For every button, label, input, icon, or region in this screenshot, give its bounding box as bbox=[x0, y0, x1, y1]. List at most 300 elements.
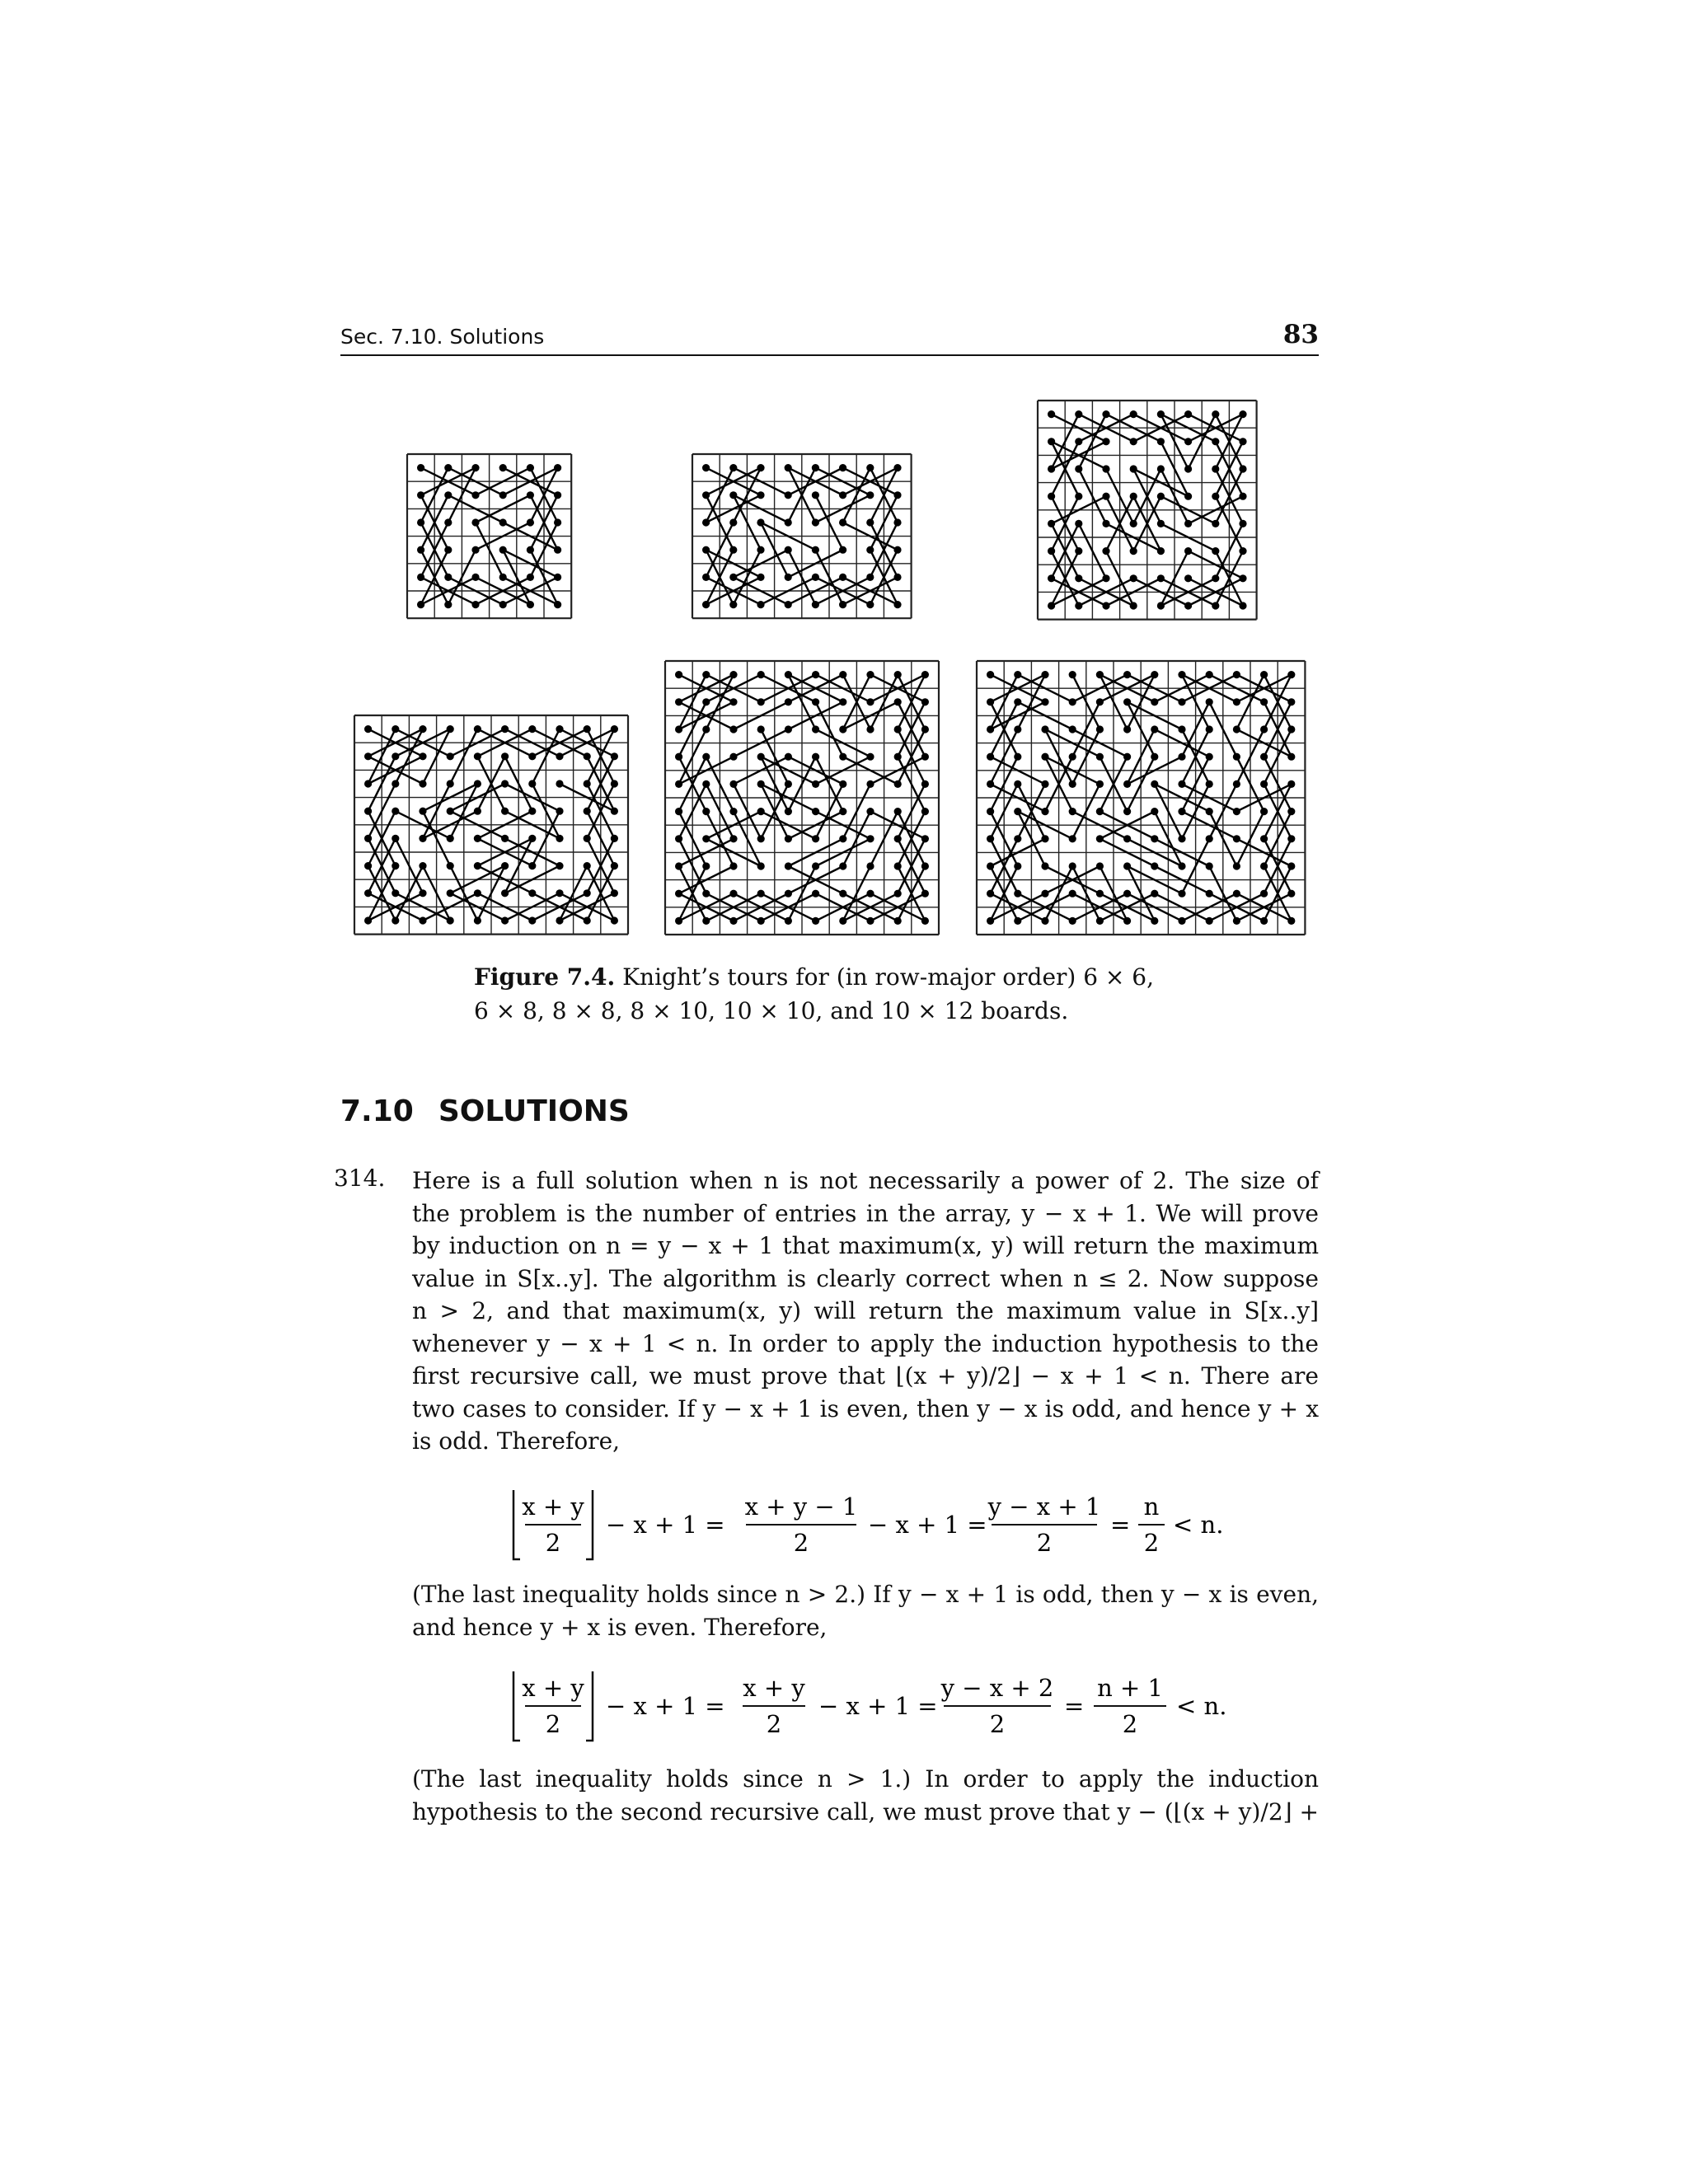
square-dot bbox=[1069, 862, 1076, 869]
square-dot bbox=[1178, 862, 1185, 869]
square-dot bbox=[1184, 438, 1192, 445]
square-dot bbox=[1184, 547, 1192, 555]
square-dot bbox=[1151, 698, 1158, 705]
square-dot bbox=[1151, 671, 1158, 678]
square-dot bbox=[1233, 753, 1240, 761]
square-dot bbox=[1130, 410, 1137, 418]
text-line: n > 2, and that maximum(x, y) will return the maximum value in S[x..y] bbox=[412, 1297, 1319, 1324]
square-dot bbox=[1157, 602, 1165, 609]
square-dot bbox=[812, 601, 819, 608]
square-dot bbox=[893, 601, 901, 608]
square-dot bbox=[1239, 438, 1246, 445]
square-dot bbox=[471, 464, 479, 471]
square-dot bbox=[419, 780, 426, 787]
square-dot bbox=[1157, 410, 1165, 418]
square-dot bbox=[447, 725, 454, 733]
square-dot bbox=[894, 780, 902, 788]
square-dot bbox=[392, 725, 399, 733]
square-dot bbox=[839, 725, 846, 733]
text-line: two cases to consider. If y − x + 1 is even, then y − x is odd, and hence y + x bbox=[412, 1394, 1319, 1422]
square-dot bbox=[1102, 574, 1109, 582]
square-dot bbox=[528, 780, 536, 787]
square-dot bbox=[866, 917, 874, 925]
square-dot bbox=[987, 753, 994, 761]
square-dot bbox=[1233, 698, 1240, 705]
square-dot bbox=[1239, 574, 1246, 582]
square-dot bbox=[499, 464, 507, 471]
paragraph-2 bbox=[412, 1578, 1319, 1643]
square-dot bbox=[812, 491, 819, 499]
square-dot bbox=[501, 780, 509, 787]
square-dot bbox=[1157, 465, 1165, 472]
square-dot bbox=[785, 464, 792, 471]
square-dot bbox=[1041, 780, 1048, 788]
square-dot bbox=[893, 546, 901, 554]
paragraph-1 bbox=[412, 1165, 1319, 1458]
eq1-term-2: − x + 1 = bbox=[868, 1511, 987, 1539]
square-dot bbox=[921, 725, 929, 733]
square-dot bbox=[364, 780, 372, 787]
text-line: the problem is the number of entries in the array, y − x + 1. We will prove bbox=[412, 1199, 1319, 1227]
square-dot bbox=[921, 917, 929, 925]
square-dot bbox=[1239, 465, 1246, 472]
square-dot bbox=[1123, 917, 1131, 925]
square-dot bbox=[417, 491, 424, 499]
square-dot bbox=[1287, 671, 1295, 678]
square-dot bbox=[1287, 725, 1295, 733]
square-dot bbox=[471, 546, 479, 554]
square-dot bbox=[419, 752, 426, 760]
square-dot bbox=[528, 916, 536, 924]
square-dot bbox=[1233, 725, 1240, 733]
square-dot bbox=[1014, 808, 1021, 815]
square-dot bbox=[584, 835, 591, 842]
square-dot bbox=[729, 917, 737, 925]
square-dot bbox=[1178, 671, 1185, 678]
square-dot bbox=[1260, 835, 1268, 842]
square-dot bbox=[1014, 753, 1021, 761]
square-dot bbox=[444, 574, 452, 581]
eq2-floor-numerator: x + y bbox=[522, 1674, 584, 1702]
square-dot bbox=[866, 698, 874, 705]
square-dot bbox=[584, 916, 591, 924]
square-dot bbox=[675, 753, 682, 761]
square-dot bbox=[1069, 698, 1076, 705]
square-dot bbox=[364, 835, 372, 842]
square-dot bbox=[729, 698, 737, 705]
eq2-frac4-denominator: 2 bbox=[1122, 1710, 1138, 1738]
knight-tour-board-8x10 bbox=[353, 714, 630, 936]
square-dot bbox=[702, 518, 710, 526]
square-dot bbox=[471, 601, 479, 608]
square-dot bbox=[702, 601, 710, 608]
square-dot bbox=[839, 546, 846, 554]
square-dot bbox=[893, 491, 901, 499]
knight-tour-board-6x8 bbox=[691, 452, 913, 620]
square-dot bbox=[1287, 753, 1295, 761]
square-dot bbox=[757, 917, 765, 925]
square-dot bbox=[1069, 780, 1076, 788]
square-dot bbox=[444, 464, 452, 471]
square-dot bbox=[1239, 547, 1246, 555]
square-dot bbox=[1075, 574, 1082, 582]
square-dot bbox=[1096, 862, 1104, 869]
square-dot bbox=[702, 464, 710, 471]
square-dot bbox=[417, 518, 424, 526]
square-dot bbox=[1287, 890, 1295, 898]
square-dot bbox=[1041, 835, 1048, 842]
square-dot bbox=[527, 491, 534, 499]
square-dot bbox=[785, 518, 792, 526]
square-dot bbox=[757, 780, 765, 788]
board-svg bbox=[353, 714, 630, 936]
square-dot bbox=[501, 862, 509, 869]
square-dot bbox=[1096, 808, 1104, 815]
square-dot bbox=[921, 753, 929, 761]
square-dot bbox=[584, 808, 591, 815]
square-dot bbox=[419, 862, 426, 869]
square-dot bbox=[757, 518, 764, 526]
square-dot bbox=[812, 753, 819, 761]
caption-line-1: Knight’s tours for (in row-major order) 6 × 6, bbox=[615, 963, 1155, 991]
square-dot bbox=[556, 725, 563, 733]
square-dot bbox=[1206, 890, 1213, 898]
square-dot bbox=[729, 601, 737, 608]
square-dot bbox=[1239, 520, 1246, 527]
square-dot bbox=[1239, 602, 1246, 609]
text-line: value in S[x..y]. The algorithm is clearly correct when n ≤ 2. Now suppose bbox=[412, 1264, 1319, 1292]
eq1-floor-denominator: 2 bbox=[545, 1529, 561, 1557]
text-line: (The last inequality holds since n > 1.) In order to apply the induction bbox=[412, 1765, 1319, 1793]
square-dot bbox=[1102, 410, 1109, 418]
square-dot bbox=[528, 835, 536, 842]
square-dot bbox=[1096, 890, 1104, 898]
square-dot bbox=[894, 835, 902, 842]
square-dot bbox=[1260, 698, 1268, 705]
text-line: is odd. Therefore, bbox=[412, 1427, 621, 1455]
square-dot bbox=[785, 808, 792, 815]
square-dot bbox=[447, 808, 454, 815]
square-dot bbox=[474, 725, 481, 733]
square-dot bbox=[1123, 753, 1131, 761]
square-dot bbox=[1130, 574, 1137, 582]
square-dot bbox=[1178, 808, 1185, 815]
square-dot bbox=[987, 917, 994, 925]
square-dot bbox=[1157, 547, 1165, 555]
square-dot bbox=[556, 752, 563, 760]
square-dot bbox=[839, 491, 846, 499]
square-dot bbox=[702, 698, 710, 705]
square-dot bbox=[702, 808, 710, 815]
square-dot bbox=[1130, 520, 1137, 527]
text-line: and hence y + x is even. Therefore, bbox=[412, 1613, 828, 1641]
knight-tour-board-6x6 bbox=[406, 452, 573, 620]
header-rule bbox=[340, 354, 1319, 356]
square-dot bbox=[812, 518, 819, 526]
square-dot bbox=[1206, 917, 1213, 925]
section-title: SOLUTIONS bbox=[438, 1094, 630, 1128]
square-dot bbox=[1041, 753, 1048, 761]
square-dot bbox=[444, 491, 452, 499]
square-dot bbox=[419, 835, 426, 842]
square-dot bbox=[1239, 410, 1246, 418]
square-dot bbox=[554, 601, 561, 608]
square-dot bbox=[785, 753, 792, 761]
square-dot bbox=[1069, 808, 1076, 815]
section-heading bbox=[340, 1094, 630, 1128]
equation-2 bbox=[507, 1665, 1249, 1747]
eq2-frac2-denominator: 2 bbox=[766, 1710, 782, 1738]
eq1-term-4: < n. bbox=[1173, 1511, 1224, 1539]
square-dot bbox=[987, 671, 994, 678]
square-dot bbox=[1206, 862, 1213, 869]
square-dot bbox=[987, 725, 994, 733]
square-dot bbox=[757, 698, 765, 705]
running-header bbox=[340, 321, 1319, 354]
square-dot bbox=[839, 780, 846, 788]
square-dot bbox=[812, 574, 819, 581]
square-dot bbox=[1260, 725, 1268, 733]
square-dot bbox=[554, 546, 561, 554]
square-dot bbox=[392, 889, 399, 897]
square-dot bbox=[1014, 917, 1021, 925]
square-dot bbox=[866, 574, 874, 581]
square-dot bbox=[812, 671, 819, 678]
paragraph-3 bbox=[412, 1763, 1319, 1828]
square-dot bbox=[729, 464, 737, 471]
square-dot bbox=[894, 671, 902, 678]
square-dot bbox=[527, 574, 534, 581]
eq2-frac2-numerator: x + y bbox=[743, 1674, 805, 1702]
square-dot bbox=[1239, 493, 1246, 500]
square-dot bbox=[1069, 725, 1076, 733]
square-dot bbox=[729, 671, 737, 678]
square-dot bbox=[785, 917, 792, 925]
square-dot bbox=[474, 808, 481, 815]
square-dot bbox=[1130, 465, 1137, 472]
square-dot bbox=[921, 890, 929, 898]
square-dot bbox=[839, 518, 846, 526]
eq1-frac2-numerator: x + y − 1 bbox=[744, 1493, 858, 1521]
square-dot bbox=[392, 780, 399, 787]
square-dot bbox=[812, 698, 819, 705]
square-dot bbox=[444, 518, 452, 526]
square-dot bbox=[1212, 547, 1219, 555]
square-dot bbox=[1212, 493, 1219, 500]
square-dot bbox=[1096, 671, 1104, 678]
square-dot bbox=[1075, 410, 1082, 418]
square-dot bbox=[866, 753, 874, 761]
square-dot bbox=[501, 916, 509, 924]
square-dot bbox=[1233, 862, 1240, 869]
square-dot bbox=[729, 780, 737, 788]
square-dot bbox=[812, 546, 819, 554]
square-dot bbox=[1233, 671, 1240, 678]
square-dot bbox=[1048, 547, 1055, 555]
square-dot bbox=[1069, 835, 1076, 842]
square-dot bbox=[554, 574, 561, 581]
square-dot bbox=[1206, 780, 1213, 788]
square-dot bbox=[1014, 890, 1021, 898]
square-dot bbox=[1041, 862, 1048, 869]
square-dot bbox=[611, 780, 618, 787]
square-dot bbox=[392, 808, 399, 815]
eq2-term-3: = bbox=[1064, 1692, 1085, 1720]
square-dot bbox=[611, 725, 618, 733]
square-dot bbox=[1233, 890, 1240, 898]
text-line: hypothesis to the second recursive call, we must prove that y − (⌊(x + y)/2⌋ + bbox=[412, 1797, 1319, 1825]
square-dot bbox=[812, 808, 819, 815]
square-dot bbox=[1151, 890, 1158, 898]
square-dot bbox=[1075, 547, 1082, 555]
eq1-term-1: − x + 1 = bbox=[606, 1511, 725, 1539]
square-dot bbox=[1157, 574, 1165, 582]
square-dot bbox=[1123, 808, 1131, 815]
square-dot bbox=[702, 753, 710, 761]
square-dot bbox=[921, 808, 929, 815]
square-dot bbox=[471, 518, 479, 526]
problem-number: 314. bbox=[334, 1165, 386, 1192]
square-dot bbox=[757, 890, 765, 898]
square-dot bbox=[1014, 725, 1021, 733]
square-dot bbox=[757, 464, 764, 471]
square-dot bbox=[785, 671, 792, 678]
square-dot bbox=[474, 916, 481, 924]
square-dot bbox=[921, 698, 929, 705]
eq2-term-1: − x + 1 = bbox=[606, 1692, 725, 1720]
square-dot bbox=[757, 725, 765, 733]
square-dot bbox=[1048, 520, 1055, 527]
square-dot bbox=[1123, 835, 1131, 842]
square-dot bbox=[364, 808, 372, 815]
square-dot bbox=[1014, 862, 1021, 869]
square-dot bbox=[987, 862, 994, 869]
square-dot bbox=[839, 862, 846, 869]
square-dot bbox=[1096, 780, 1104, 788]
square-dot bbox=[987, 698, 994, 705]
square-dot bbox=[702, 917, 710, 925]
square-dot bbox=[501, 835, 509, 842]
square-dot bbox=[501, 808, 509, 815]
square-dot bbox=[1102, 465, 1109, 472]
square-dot bbox=[1260, 808, 1268, 815]
square-dot bbox=[1178, 698, 1185, 705]
square-dot bbox=[419, 808, 426, 815]
square-dot bbox=[812, 725, 819, 733]
square-dot bbox=[812, 835, 819, 842]
square-dot bbox=[893, 464, 901, 471]
square-dot bbox=[839, 917, 846, 925]
equation-2-svg bbox=[507, 1665, 1249, 1747]
square-dot bbox=[1287, 835, 1295, 842]
square-dot bbox=[702, 574, 710, 581]
square-dot bbox=[364, 916, 372, 924]
square-dot bbox=[729, 491, 737, 499]
square-dot bbox=[785, 780, 792, 788]
square-dot bbox=[729, 862, 737, 869]
square-dot bbox=[1212, 574, 1219, 582]
square-dot bbox=[556, 835, 563, 842]
square-dot bbox=[757, 491, 764, 499]
square-dot bbox=[675, 808, 682, 815]
square-dot bbox=[894, 698, 902, 705]
text-line: (The last inequality holds since n > 2.) If y − x + 1 is odd, then y − x is even, bbox=[412, 1581, 1319, 1608]
square-dot bbox=[866, 862, 874, 869]
square-dot bbox=[729, 890, 737, 898]
square-dot bbox=[1014, 835, 1021, 842]
square-dot bbox=[528, 808, 536, 815]
square-dot bbox=[894, 890, 902, 898]
square-dot bbox=[729, 753, 737, 761]
caption-line-2: 6 × 8, 8 × 8, 8 × 10, 10 × 10, and 10 × 12 boards. bbox=[474, 997, 1069, 1024]
text-line: whenever y − x + 1 < n. In order to apply the induction hypothesis to the bbox=[412, 1329, 1319, 1357]
square-dot bbox=[1069, 890, 1076, 898]
square-dot bbox=[1075, 465, 1082, 472]
square-dot bbox=[528, 862, 536, 869]
knight-tour-board-10x12 bbox=[975, 659, 1306, 936]
square-dot bbox=[611, 752, 618, 760]
square-dot bbox=[866, 890, 874, 898]
figure-caption bbox=[474, 960, 1216, 1028]
square-dot bbox=[556, 862, 563, 869]
square-dot bbox=[1260, 890, 1268, 898]
square-dot bbox=[444, 546, 452, 554]
square-dot bbox=[1206, 698, 1213, 705]
square-dot bbox=[675, 917, 682, 925]
square-dot bbox=[474, 889, 481, 897]
square-dot bbox=[987, 890, 994, 898]
square-dot bbox=[1041, 698, 1048, 705]
equation-1-svg bbox=[507, 1483, 1249, 1566]
square-dot bbox=[702, 780, 710, 788]
eq1-frac3-denominator: 2 bbox=[1036, 1529, 1053, 1557]
square-dot bbox=[471, 574, 479, 581]
square-dot bbox=[1102, 602, 1109, 609]
square-dot bbox=[1069, 753, 1076, 761]
square-dot bbox=[1233, 780, 1240, 788]
square-dot bbox=[921, 862, 929, 869]
square-dot bbox=[1151, 835, 1158, 842]
square-dot bbox=[444, 601, 452, 608]
square-dot bbox=[1178, 780, 1185, 788]
square-dot bbox=[1212, 438, 1219, 445]
square-dot bbox=[1206, 671, 1213, 678]
square-dot bbox=[1048, 493, 1055, 500]
square-dot bbox=[1260, 780, 1268, 788]
page-number: 83 bbox=[1282, 320, 1319, 349]
square-dot bbox=[812, 464, 819, 471]
equation-1 bbox=[507, 1483, 1249, 1566]
square-dot bbox=[729, 725, 737, 733]
square-dot bbox=[866, 671, 874, 678]
square-dot bbox=[419, 725, 426, 733]
square-dot bbox=[1151, 780, 1158, 788]
square-dot bbox=[611, 889, 618, 897]
square-dot bbox=[447, 916, 454, 924]
square-dot bbox=[839, 890, 846, 898]
square-dot bbox=[392, 752, 399, 760]
square-dot bbox=[1206, 808, 1213, 815]
square-dot bbox=[1048, 465, 1055, 472]
knight-tour-board-10x10 bbox=[663, 659, 940, 936]
square-dot bbox=[866, 491, 874, 499]
square-dot bbox=[584, 780, 591, 787]
square-dot bbox=[1123, 698, 1131, 705]
square-dot bbox=[554, 464, 561, 471]
square-dot bbox=[1123, 890, 1131, 898]
square-dot bbox=[1048, 438, 1055, 445]
square-dot bbox=[1233, 808, 1240, 815]
